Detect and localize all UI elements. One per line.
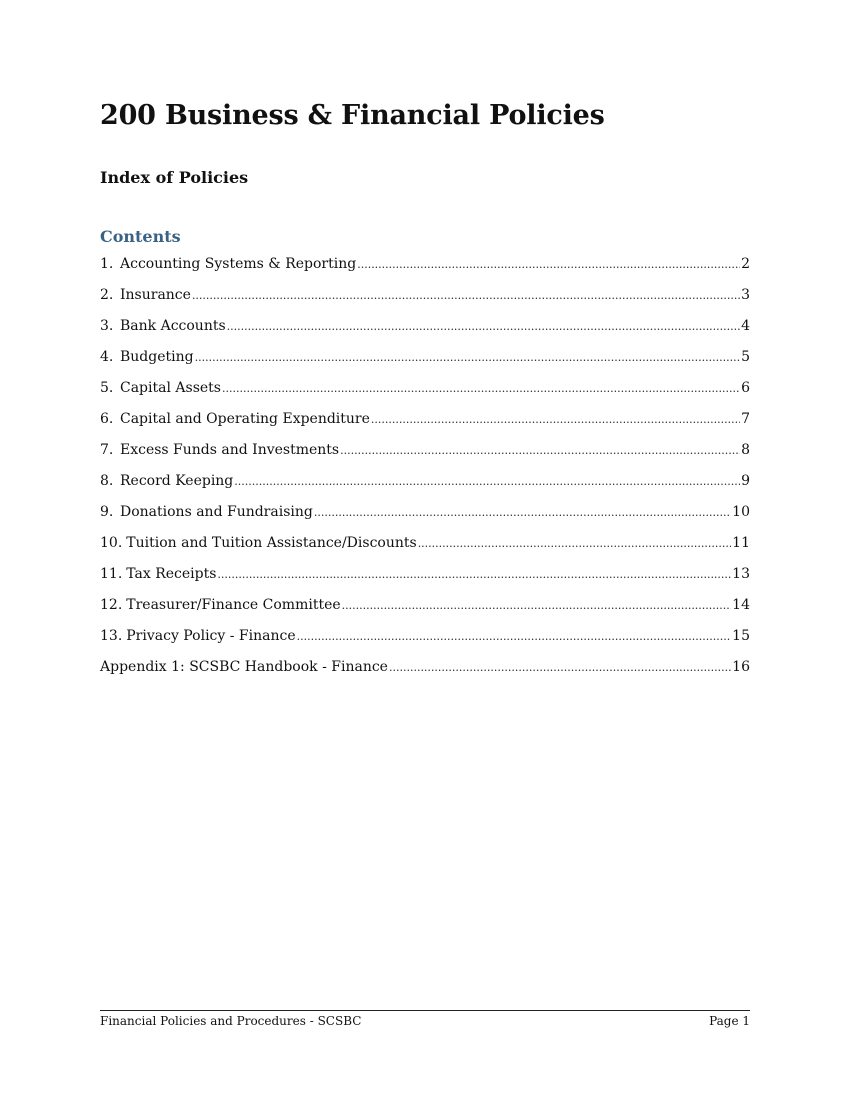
toc-entry-label: Tuition and Tuition Assistance/Discounts — [126, 535, 417, 551]
toc-entry-label: Donations and Fundraising — [120, 504, 313, 520]
toc-entry-label: Treasurer/Finance Committee — [126, 597, 341, 613]
toc-leader-dots — [357, 252, 740, 277]
toc-entry-label: Tax Receipts — [126, 566, 217, 582]
toc-entry-page: 14 — [732, 597, 750, 613]
toc-leader-dots — [342, 593, 732, 618]
toc-entry-number: 11. — [100, 566, 123, 582]
toc-entry-label: Privacy Policy - Finance — [126, 628, 296, 644]
toc-entry-page: 4 — [741, 318, 750, 334]
toc-entry-number: 9. — [100, 504, 114, 520]
toc-entry-number: 10. — [100, 535, 123, 551]
toc-entry-page: 10 — [732, 504, 750, 520]
toc-leader-dots — [195, 345, 740, 370]
toc-entry[interactable] — [100, 655, 750, 686]
toc-entry-number: 2. — [100, 287, 114, 303]
toc-leader-dots — [192, 283, 740, 308]
toc-leader-dots — [297, 624, 732, 649]
toc-leader-dots — [222, 376, 740, 401]
toc-entry[interactable] — [100, 469, 750, 500]
toc-entry-page: 13 — [732, 566, 750, 582]
toc-entry-label: Insurance — [120, 287, 191, 303]
toc-entry[interactable] — [100, 438, 750, 469]
toc-entry[interactable] — [100, 562, 750, 593]
toc-entry[interactable] — [100, 314, 750, 345]
toc-leader-dots — [217, 562, 731, 587]
toc-entry-number: 12. — [100, 597, 123, 613]
toc-entry-number: 7. — [100, 442, 114, 458]
toc-leader-dots — [418, 531, 731, 556]
toc-leader-dots — [227, 314, 740, 339]
toc-entry-number: 13. — [100, 628, 123, 644]
footer-page-number: Page 1 — [709, 1014, 750, 1028]
toc-entry-page: 11 — [732, 535, 750, 551]
toc-entry[interactable] — [100, 376, 750, 407]
toc-entry-label: Appendix 1: SCSBC Handbook - Finance — [100, 659, 388, 675]
toc-entry[interactable] — [100, 345, 750, 376]
toc-entry[interactable] — [100, 407, 750, 438]
toc-leader-dots — [340, 438, 740, 463]
toc-entry-page: 16 — [732, 659, 750, 675]
toc-entry[interactable] — [100, 500, 750, 531]
toc-entry[interactable] — [100, 252, 750, 283]
toc-entry-page: 8 — [741, 442, 750, 458]
toc-entry[interactable] — [100, 593, 750, 624]
toc-entry-page: 5 — [741, 349, 750, 365]
toc-leader-dots — [314, 500, 731, 525]
toc-entry-label: Bank Accounts — [120, 318, 226, 334]
toc-entry-page: 7 — [741, 411, 750, 427]
toc-entry-page: 15 — [732, 628, 750, 644]
toc-entry-label: Budgeting — [120, 349, 194, 365]
toc-entry-page: 2 — [741, 256, 750, 272]
toc-entry-label: Accounting Systems & Reporting — [120, 256, 357, 272]
toc-entry[interactable] — [100, 531, 750, 562]
toc-entry-page: 9 — [741, 473, 750, 489]
toc-entry-page: 6 — [741, 380, 750, 396]
toc-entry-number: 1. — [100, 256, 114, 272]
toc-heading: Contents — [100, 227, 181, 246]
toc-entry-number: 5. — [100, 380, 114, 396]
table-of-contents — [100, 252, 750, 686]
toc-leader-dots — [371, 407, 740, 432]
toc-entry[interactable] — [100, 624, 750, 655]
toc-entry-number: 6. — [100, 411, 114, 427]
toc-entry-label: Record Keeping — [120, 473, 234, 489]
toc-entry[interactable] — [100, 283, 750, 314]
toc-entry-number: 4. — [100, 349, 114, 365]
toc-entry-page: 3 — [741, 287, 750, 303]
toc-leader-dots — [234, 469, 740, 494]
document-title: 200 Business & Financial Policies — [100, 100, 605, 131]
toc-entry-number: 8. — [100, 473, 114, 489]
page-footer — [100, 1010, 750, 1028]
toc-entry-label: Excess Funds and Investments — [120, 442, 340, 458]
footer-document-name: Financial Policies and Procedures - SCSBC — [100, 1014, 362, 1028]
toc-leader-dots — [389, 655, 731, 680]
document-subtitle: Index of Policies — [100, 168, 249, 187]
toc-entry-label: Capital and Operating Expenditure — [120, 411, 370, 427]
toc-entry-label: Capital Assets — [120, 380, 221, 396]
toc-entry-number: 3. — [100, 318, 114, 334]
